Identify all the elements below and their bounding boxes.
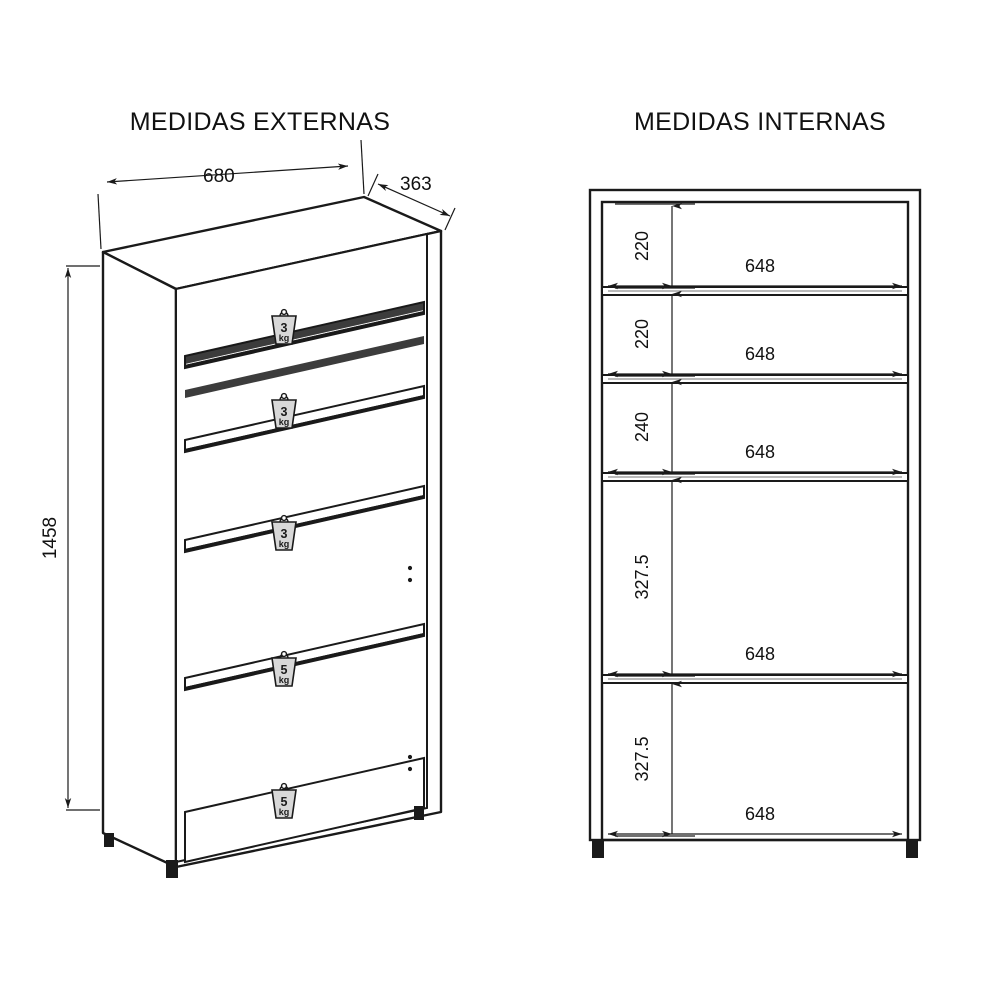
compartment-width-1: 648 (744, 256, 776, 276)
shelf-load-unit-4: kg (278, 675, 290, 685)
shelf-load-unit-5: kg (278, 807, 290, 817)
shelf-load-value-2: 3 (280, 405, 288, 419)
shelf-load-unit-1: kg (278, 333, 290, 343)
compartment-width-3: 648 (744, 442, 776, 462)
external-panel-title: MEDIDAS EXTERNAS (129, 108, 391, 136)
shelf-load-value-1: 3 (280, 321, 288, 335)
shelf-load-value-3: 3 (280, 527, 288, 541)
internal-cabinet-drawing (520, 0, 1000, 1000)
compartment-height-2: 220 (632, 318, 652, 350)
compartment-height-5: 327.5 (632, 736, 652, 782)
internal-measurements-panel (520, 0, 1000, 1000)
compartment-width-2: 648 (744, 344, 776, 364)
compartment-height-1: 220 (632, 230, 652, 262)
internal-panel-title: MEDIDAS INTERNAS (633, 108, 887, 136)
shelf-load-value-5: 5 (280, 795, 288, 809)
external-height-label: 1458 (40, 516, 61, 560)
compartment-width-5: 648 (744, 804, 776, 824)
compartment-width-4: 648 (744, 644, 776, 664)
shelf-load-value-4: 5 (280, 663, 288, 677)
compartment-height-3: 240 (632, 411, 652, 443)
shelf-load-unit-3: kg (278, 539, 290, 549)
external-width-label: 680 (203, 166, 235, 187)
shelf-load-unit-2: kg (278, 417, 290, 427)
compartment-height-4: 327.5 (632, 554, 652, 600)
external-depth-label: 363 (400, 174, 432, 195)
